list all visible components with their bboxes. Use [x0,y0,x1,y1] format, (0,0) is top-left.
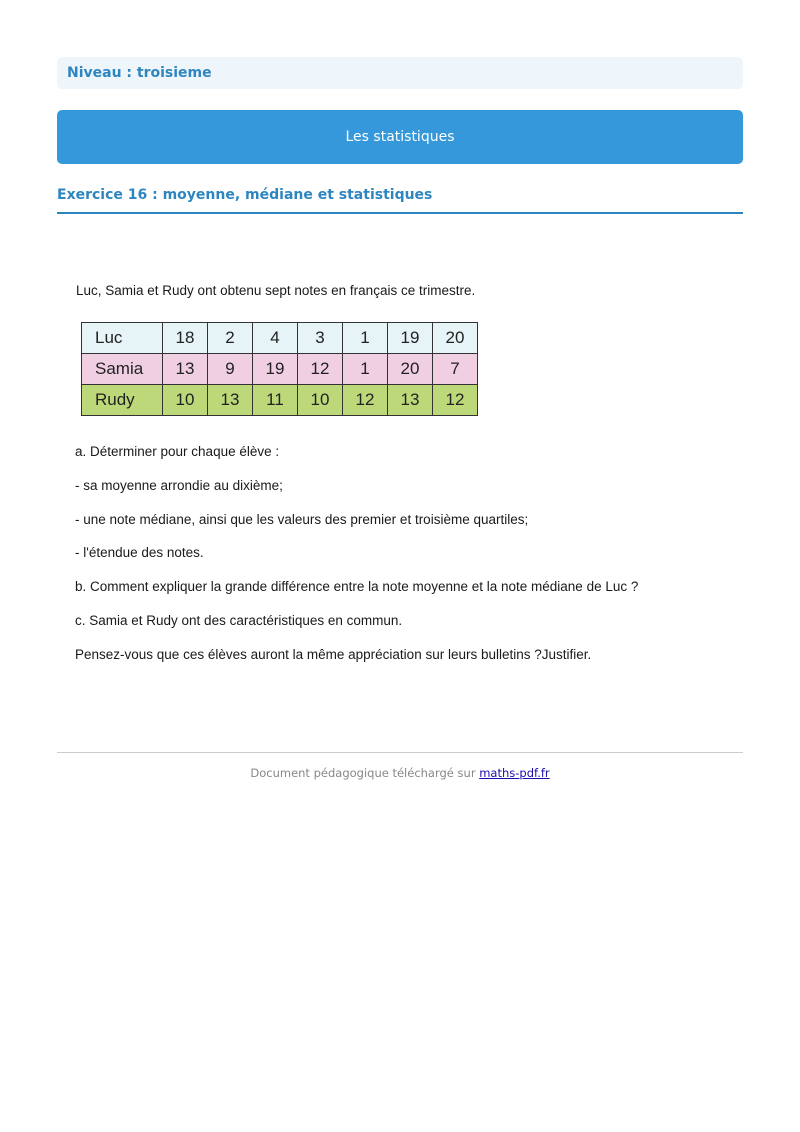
table-row-samia [82,354,478,385]
grade-cell: 19 [388,323,433,354]
exercise-intro: Luc, Samia et Rudy ont obtenu sept notes en français ce trimestre. [76,283,476,298]
grades-table [81,322,478,416]
student-name: Luc [82,323,163,354]
level-label: Niveau : troisieme [57,57,743,89]
question-b: b. Comment expliquer la grande différence entre la note moyenne et la note médiane de Luc ? [75,579,639,594]
question-a-item: - sa moyenne arrondie au dixième; [75,478,283,493]
grade-cell: 20 [388,354,433,385]
student-name: Rudy [82,385,163,416]
table-row-luc [82,323,478,354]
question-c-followup: Pensez-vous que ces élèves auront la même appréciation sur leurs bulletins ?Justifier. [75,647,592,662]
grade-cell: 3 [298,323,343,354]
grade-cell: 12 [433,385,478,416]
grade-cell: 13 [163,354,208,385]
question-c: c. Samia et Rudy ont des caractéristiques en commun. [75,613,403,628]
exercise-title: Exercice 16 : moyenne, médiane et statistiques [57,186,743,214]
grade-cell: 4 [253,323,298,354]
footer [0,766,800,780]
grade-cell: 13 [208,385,253,416]
grade-cell: 7 [433,354,478,385]
grade-cell: 18 [163,323,208,354]
grade-cell: 11 [253,385,298,416]
question-a-item: - l'étendue des notes. [75,545,204,560]
question-a-item: - une note médiane, ainsi que les valeurs des premier et troisième quartiles; [75,512,529,527]
footer-link[interactable]: maths-pdf.fr [479,766,550,780]
grade-cell: 12 [298,354,343,385]
grade-cell: 9 [208,354,253,385]
table-row-rudy [82,385,478,416]
grade-cell: 13 [388,385,433,416]
grade-cell: 1 [343,323,388,354]
grade-cell: 2 [208,323,253,354]
grade-cell: 12 [343,385,388,416]
student-name: Samia [82,354,163,385]
page-title: Les statistiques [57,110,743,164]
grade-cell: 1 [343,354,388,385]
footer-divider [57,752,743,753]
grade-cell: 10 [163,385,208,416]
question-a: a. Déterminer pour chaque élève : [75,444,280,459]
grade-cell: 20 [433,323,478,354]
footer-text: Document pédagogique téléchargé sur [250,766,480,780]
grade-cell: 10 [298,385,343,416]
grade-cell: 19 [253,354,298,385]
